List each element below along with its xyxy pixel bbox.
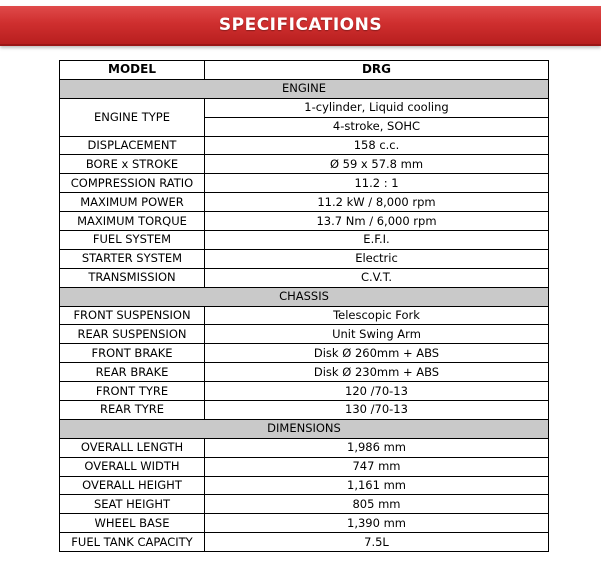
table-row [60,344,549,363]
spec-label: FUEL SYSTEM [60,231,205,250]
section-header-dimensions [60,419,549,438]
table-row [60,457,549,476]
table-row [60,476,549,495]
table-row [60,249,549,268]
table-header-row [60,61,549,80]
spec-label: BORE x STROKE [60,155,205,174]
spec-value: Disk Ø 260mm + ABS [205,344,549,363]
table-row [60,98,549,117]
table-row [60,155,549,174]
spec-label: OVERALL WIDTH [60,457,205,476]
table-row [60,438,549,457]
spec-value: Disk Ø 230mm + ABS [205,363,549,382]
section-header-engine [60,79,549,98]
spec-label: WHEEL BASE [60,514,205,533]
table-row [60,231,549,250]
spec-value: 1,390 mm [205,514,549,533]
spec-value: 158 c.c. [205,136,549,155]
spec-label: MAXIMUM TORQUE [60,212,205,231]
spec-label: COMPRESSION RATIO [60,174,205,193]
page-title: SPECIFICATIONS [218,15,383,35]
spec-label: REAR TYRE [60,401,205,420]
table-row [60,306,549,325]
spec-label: SEAT HEIGHT [60,495,205,514]
table-row [60,514,549,533]
spec-value: 1,161 mm [205,476,549,495]
spec-label: OVERALL LENGTH [60,438,205,457]
spec-value: Ø 59 x 57.8 mm [205,155,549,174]
table-row [60,401,549,420]
spec-value: 1,986 mm [205,438,549,457]
spec-label: REAR BRAKE [60,363,205,382]
spec-label: FRONT BRAKE [60,344,205,363]
spec-value: 7.5L [205,533,549,552]
spec-label: DISPLACEMENT [60,136,205,155]
specifications-table [59,60,549,552]
spec-label: OVERALL HEIGHT [60,476,205,495]
spec-label: REAR SUSPENSION [60,325,205,344]
spec-value: Telescopic Fork [205,306,549,325]
section-title: CHASSIS [60,287,549,306]
table-row [60,325,549,344]
table-row [60,363,549,382]
model-label: MODEL [60,61,205,80]
model-value: DRG [205,61,549,80]
spec-value: Unit Swing Arm [205,325,549,344]
table-row [60,174,549,193]
spec-label: TRANSMISSION [60,268,205,287]
table-row [60,533,549,552]
spec-label: MAXIMUM POWER [60,193,205,212]
table-row [60,382,549,401]
table-row [60,495,549,514]
spec-value: C.V.T. [205,268,549,287]
spec-value: Electric [205,249,549,268]
table-row [60,193,549,212]
spec-value: 11.2 : 1 [205,174,549,193]
spec-label: FRONT SUSPENSION [60,306,205,325]
section-header-chassis [60,287,549,306]
table-row [60,268,549,287]
section-title: DIMENSIONS [60,419,549,438]
spec-label: FRONT TYRE [60,382,205,401]
spec-value: 13.7 Nm / 6,000 rpm [205,212,549,231]
spec-label: FUEL TANK CAPACITY [60,533,205,552]
specifications-banner [0,6,601,46]
spec-value: 11.2 kW / 8,000 rpm [205,193,549,212]
spec-value: 747 mm [205,457,549,476]
table-row [60,136,549,155]
spec-value: 805 mm [205,495,549,514]
spec-label: ENGINE TYPE [60,98,205,136]
spec-value: 1-cylinder, Liquid cooling [205,98,549,117]
spec-label: STARTER SYSTEM [60,249,205,268]
spec-value: 130 /70-13 [205,401,549,420]
spec-value: 120 /70-13 [205,382,549,401]
spec-value: 4-stroke, SOHC [205,117,549,136]
table-row [60,212,549,231]
spec-value: E.F.I. [205,231,549,250]
section-title: ENGINE [60,79,549,98]
